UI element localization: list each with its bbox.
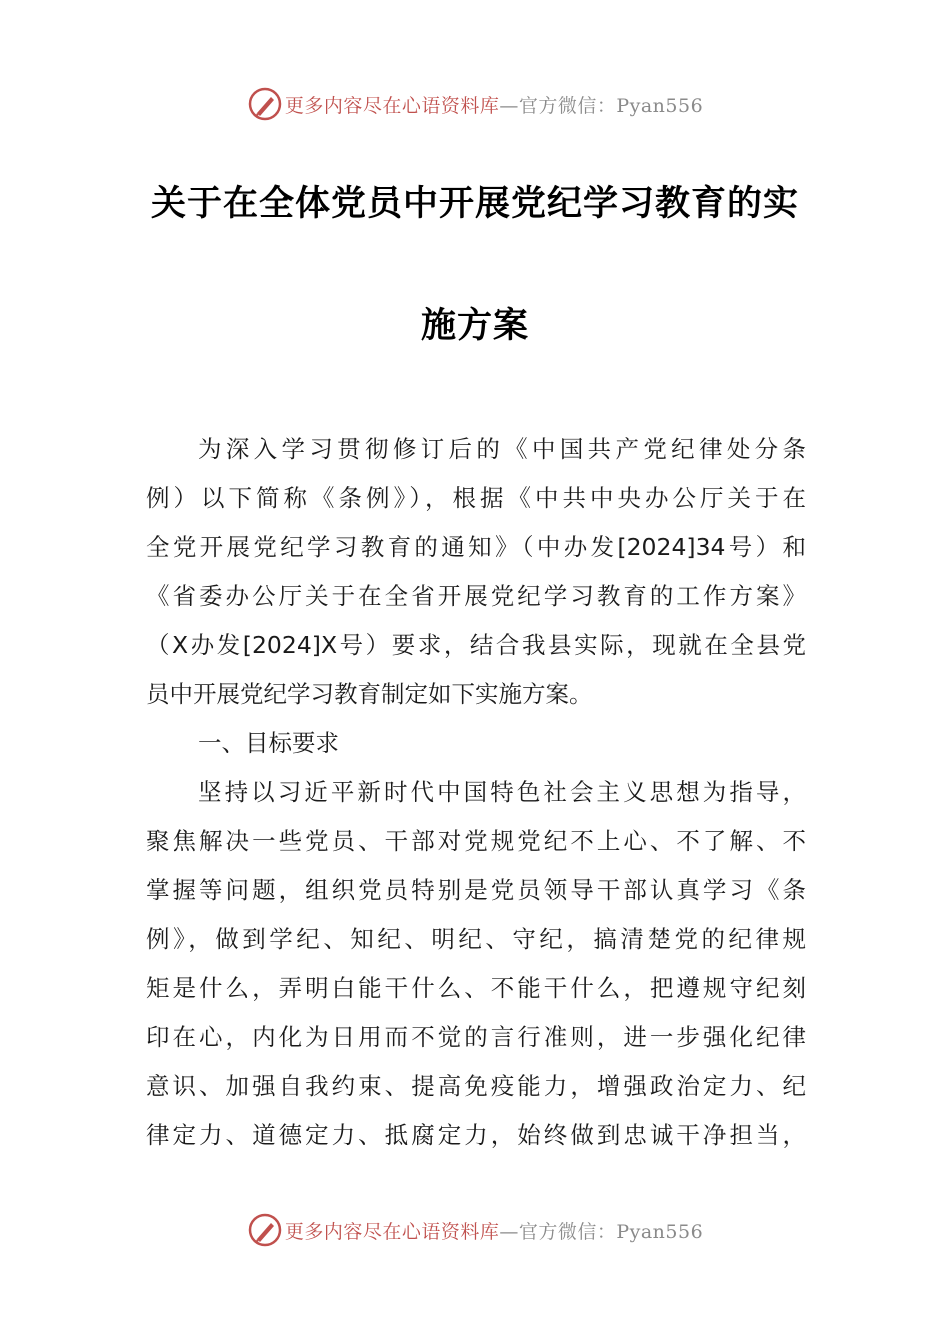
watermark-text: 更多内容尽在心语资料库—官方微信：Pyan556 [284, 1220, 704, 1243]
header-watermark-banner [0, 84, 950, 124]
paragraph-line: （X办发[2024]X号）要求，结合我县实际，现就在全县党 [146, 631, 806, 659]
paragraph-line: 全党开展党纪学习教育的通知》（中办发[2024]34号）和 [146, 533, 806, 561]
paragraph-line: 例）以下简称《条例》），根据《中共中央办公厅关于在 [146, 484, 806, 512]
paragraph-line: 矩是什么，弄明白能干什么、不能干什么，把遵规守纪刻 [146, 974, 806, 1002]
paragraph-line: 律定力、道德定力、抵腐定力，始终做到忠诚干净担当， [146, 1121, 806, 1149]
pen-logo-icon [247, 1212, 283, 1248]
paragraph-line: 坚持以习近平新时代中国特色社会主义思想为指导， [198, 778, 806, 806]
document-title-line-1: 关于在全体党员中开展党纪学习教育的实 [150, 184, 799, 224]
paragraph-line: 意识、加强自我约束、提高免疫能力，增强政治定力、纪 [146, 1072, 806, 1100]
watermark-contact: —官方微信：Pyan556 [499, 94, 704, 117]
paragraph-line: 《省委办公厅关于在全省开展党纪学习教育的工作方案》 [146, 582, 806, 610]
paragraph-line: 印在心，内化为日用而不觉的言行准则，进一步强化纪律 [146, 1023, 806, 1051]
document-title-line-2: 施方案 [420, 306, 529, 346]
paragraph-line: 员中开展党纪学习教育制定如下实施方案。 [146, 680, 593, 708]
paragraph-line: 聚焦解决一些党员、干部对党规党纪不上心、不了解、不 [146, 827, 806, 855]
paragraph-line: 例》，做到学纪、知纪、明纪、守纪，搞清楚党的纪律规 [146, 925, 806, 953]
footer-watermark-banner [0, 1210, 950, 1250]
paragraph-line: 为深入学习贯彻修订后的《中国共产党纪律处分条 [198, 435, 806, 463]
paragraph-line: 掌握等问题，组织党员特别是党员领导干部认真学习《条 [146, 876, 806, 904]
document-body [146, 425, 806, 1160]
watermark-contact: —官方微信：Pyan556 [499, 1220, 704, 1243]
watermark-text: 更多内容尽在心语资料库—官方微信：Pyan556 [284, 94, 704, 117]
pen-logo-icon [247, 86, 283, 122]
section-heading: 一、目标要求 [198, 729, 339, 757]
